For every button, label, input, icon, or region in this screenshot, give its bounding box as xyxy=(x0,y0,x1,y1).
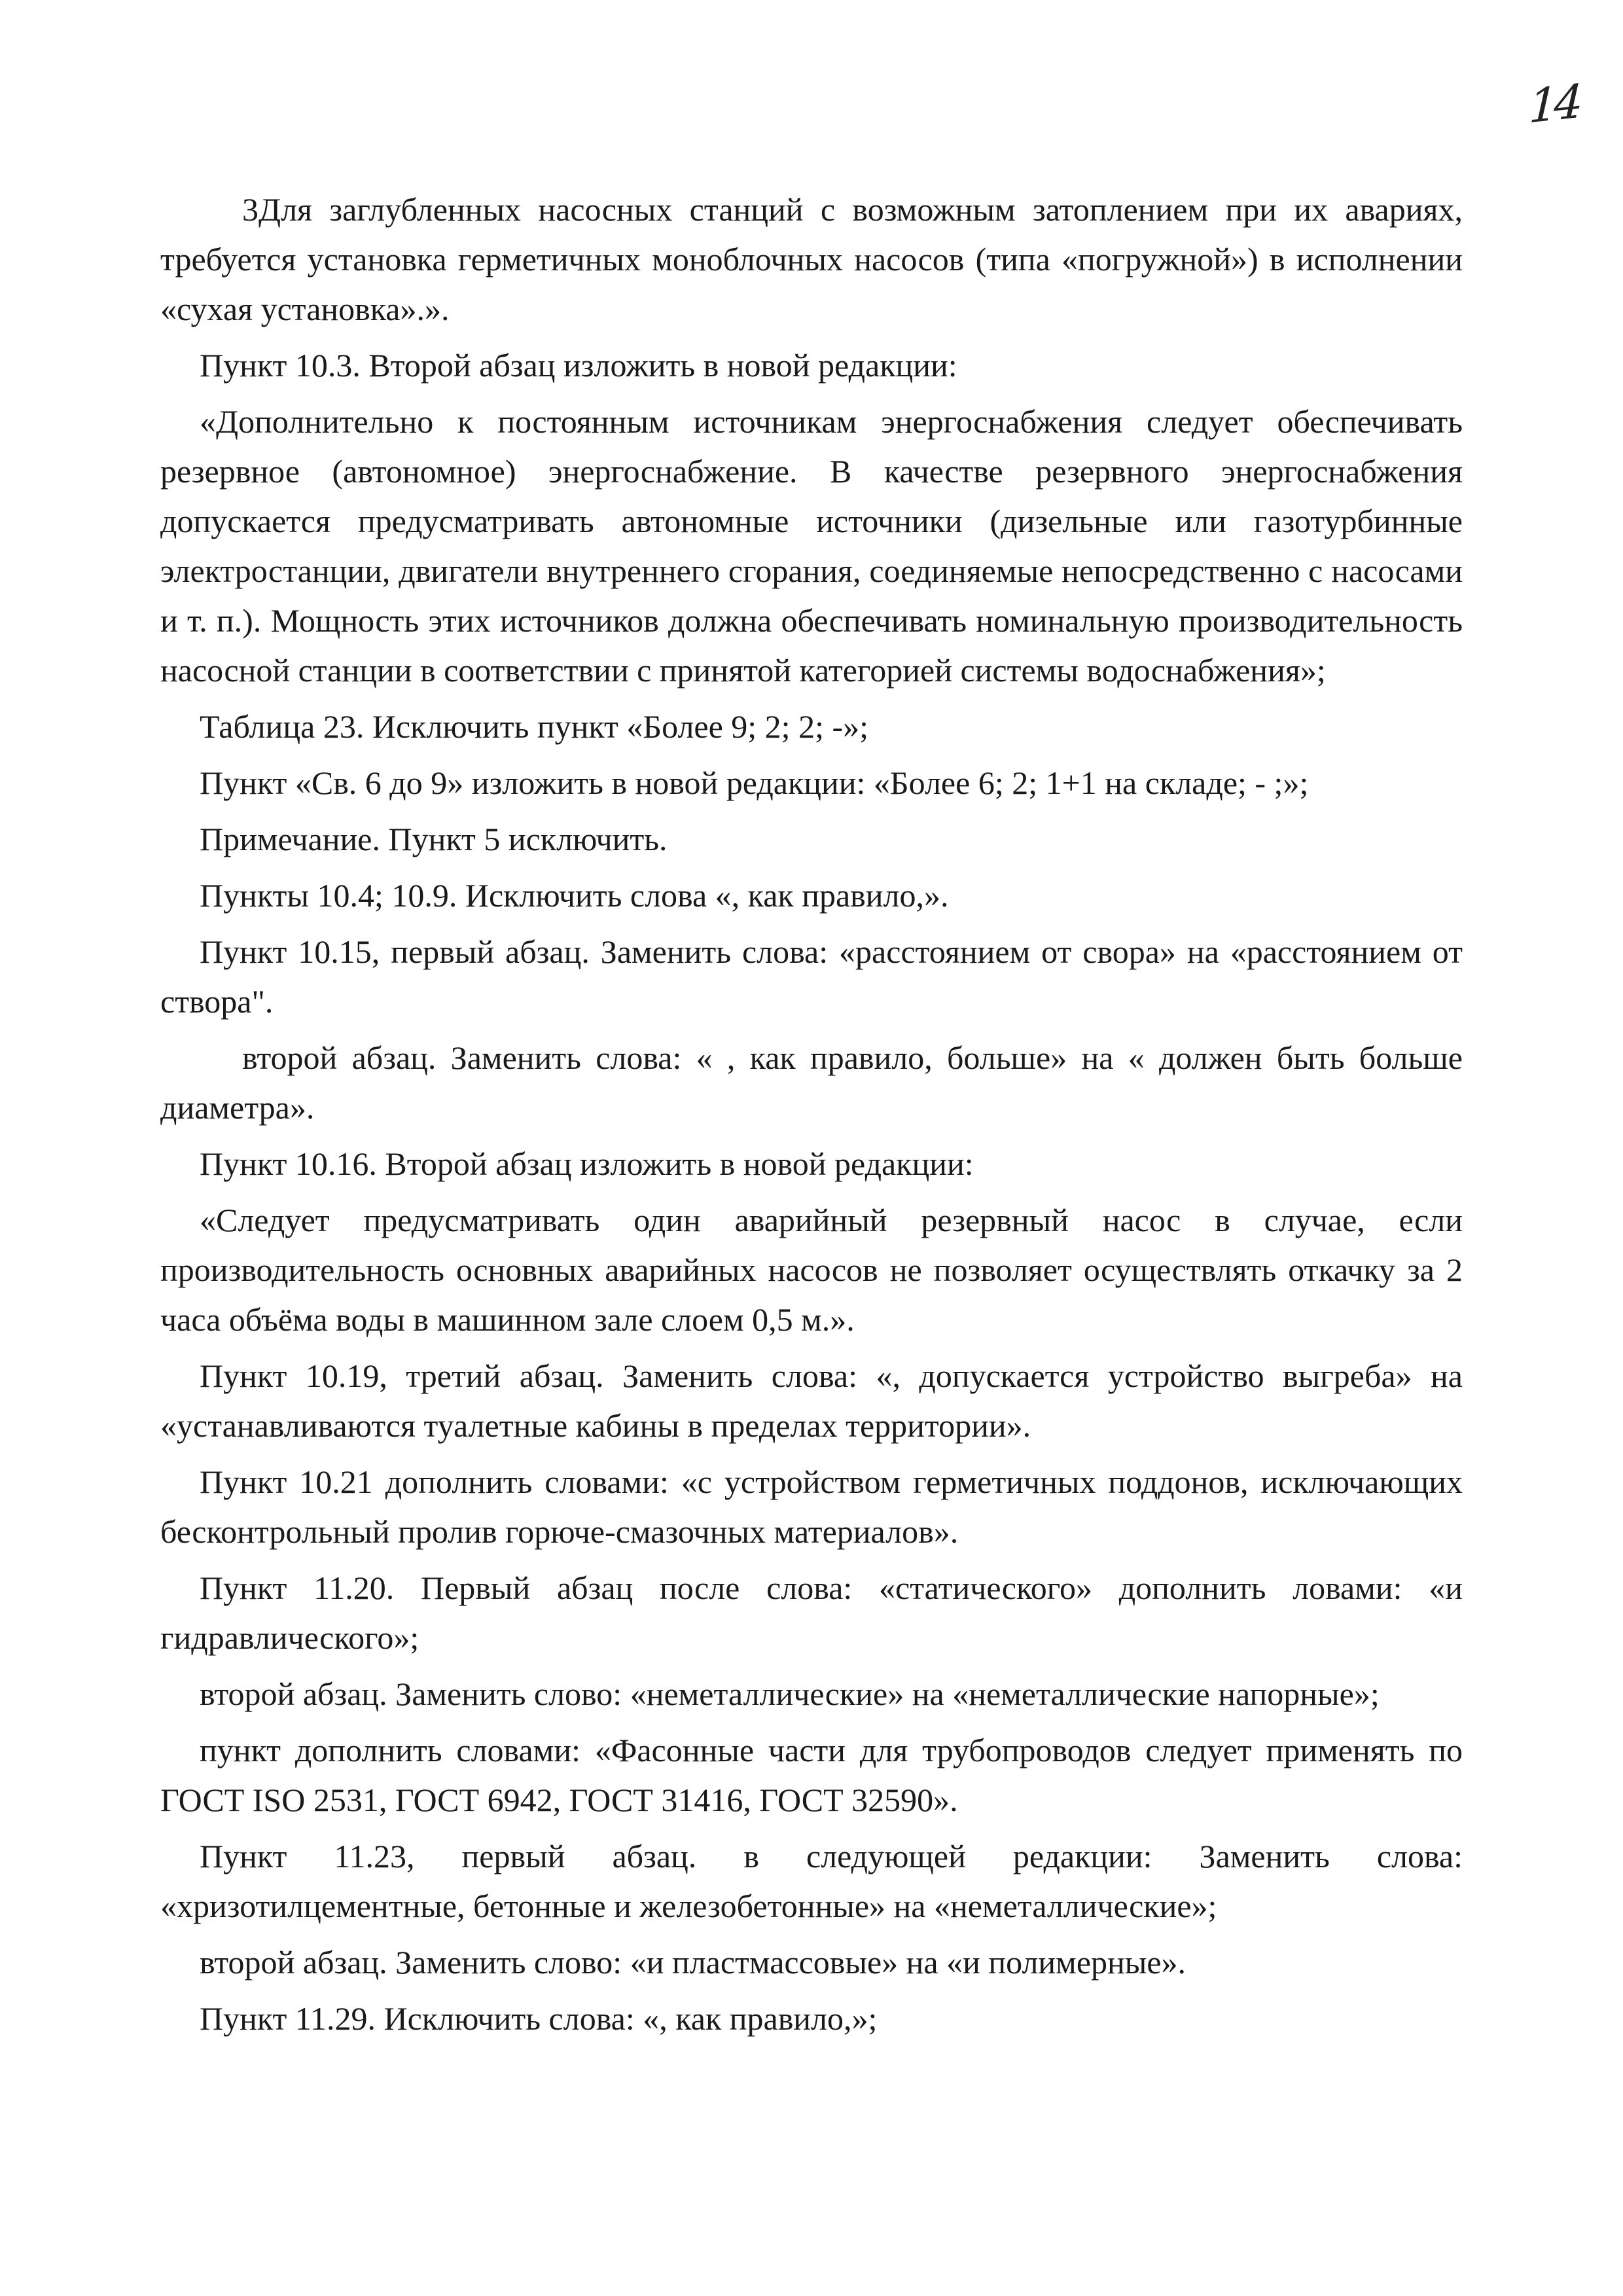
paragraph-item-11-23: Пункт 11.23, первый абзац. в следующей редакции: Заменить слова: «хризотилцементные, бетонные и железобетонные» на «неметаллические»; xyxy=(160,1838,1463,1924)
paragraph-item-10-16: Пункт 10.16. Второй абзац изложить в новой редакции: xyxy=(200,1145,974,1182)
paragraph-item-11-20-second: второй абзац. Заменить слово: «неметаллические» на «неметаллические напорные»; xyxy=(200,1676,1380,1712)
document-body xyxy=(160,185,1463,2043)
paragraph-reserve-pump-quote: «Следует предусматривать один аварийный резервный насос в случае, если производительность основных аварийных насосов не позволяет осуществлять откачку за 2 часа объёма воды в машинном зале слоем 0,5 м.». xyxy=(160,1202,1463,1338)
paragraph-item-11-20-addition: пункт дополнить словами: «Фасонные части для трубопроводов следует применять по ГОСТ ISO 2531, ГОСТ 6942, ГОСТ 31416, ГОСТ 32590». xyxy=(160,1732,1463,1818)
paragraph-item-11-23-second: второй абзац. Заменить слово: «и пластмассовые» на «и полимерные». xyxy=(200,1944,1186,1981)
paragraph-item-10-21: Пункт 10.21 дополнить словами: «с устройством герметичных поддонов, исключающих бесконтрольный пролив горюче-смазочных материалов». xyxy=(160,1463,1463,1550)
paragraph-item-11-20: Пункт 11.20. Первый абзац после слова: «статического» дополнить ловами: «и гидравлического»; xyxy=(160,1570,1463,1656)
paragraph-items-10-4-10-9: Пункты 10.4; 10.9. Исключить слова «, как правило,». xyxy=(200,877,949,914)
paragraph-note: Примечание. Пункт 5 исключить. xyxy=(200,821,668,857)
paragraph-power-supply-quote: «Дополнительно к постоянным источникам энергоснабжения следует обеспечивать резервное (автономное) энергоснабжение. В качестве резервного энергоснабжения допускается предусматривать автономные источники (дизельные или газотурбинные электростанции, двигатели внутреннего сгорания, соединяемые непосредственно с насосами и т. п.). Мощность этих источников должна обеспечивать номинальную производительность насосной станции в соответствии с принятой категорией системы водоснабжения»; xyxy=(160,403,1463,689)
paragraph-item-6-9: Пункт «Св. 6 до 9» изложить в новой редакции: «Более 6; 2; 1+1 на складе; - ;»; xyxy=(200,764,1309,801)
paragraph-item-10-3: Пункт 10.3. Второй абзац изложить в новой редакции: xyxy=(200,347,957,384)
page-number: 14 xyxy=(1527,74,1580,134)
paragraph-item-10-15-second: второй абзац. Заменить слова: « , как правило, больше» на « должен быть больше диаметра». xyxy=(160,1039,1463,1126)
paragraph-item-10-19: Пункт 10.19, третий абзац. Заменить слова: «, допускается устройство выгреба» на «устанавливаются туалетные кабины в пределах территории». xyxy=(160,1357,1463,1444)
paragraph-item-11-29: Пункт 11.29. Исключить слова: «, как правило,»; xyxy=(200,2000,878,2037)
paragraph-item-10-15: Пункт 10.15, первый абзац. Заменить слова: «расстоянием от свора» на «расстоянием от створа". xyxy=(160,933,1463,1020)
paragraph-table-23: Таблица 23. Исключить пункт «Более 9; 2; 2; -»; xyxy=(200,708,868,745)
paragraph-pump-stations: 3Для заглубленных насосных станций с возможным затоплением при их авариях, требуется установка герметичных моноблочных насосов (типа «погружной») в исполнении «сухая установка».». xyxy=(160,191,1463,327)
